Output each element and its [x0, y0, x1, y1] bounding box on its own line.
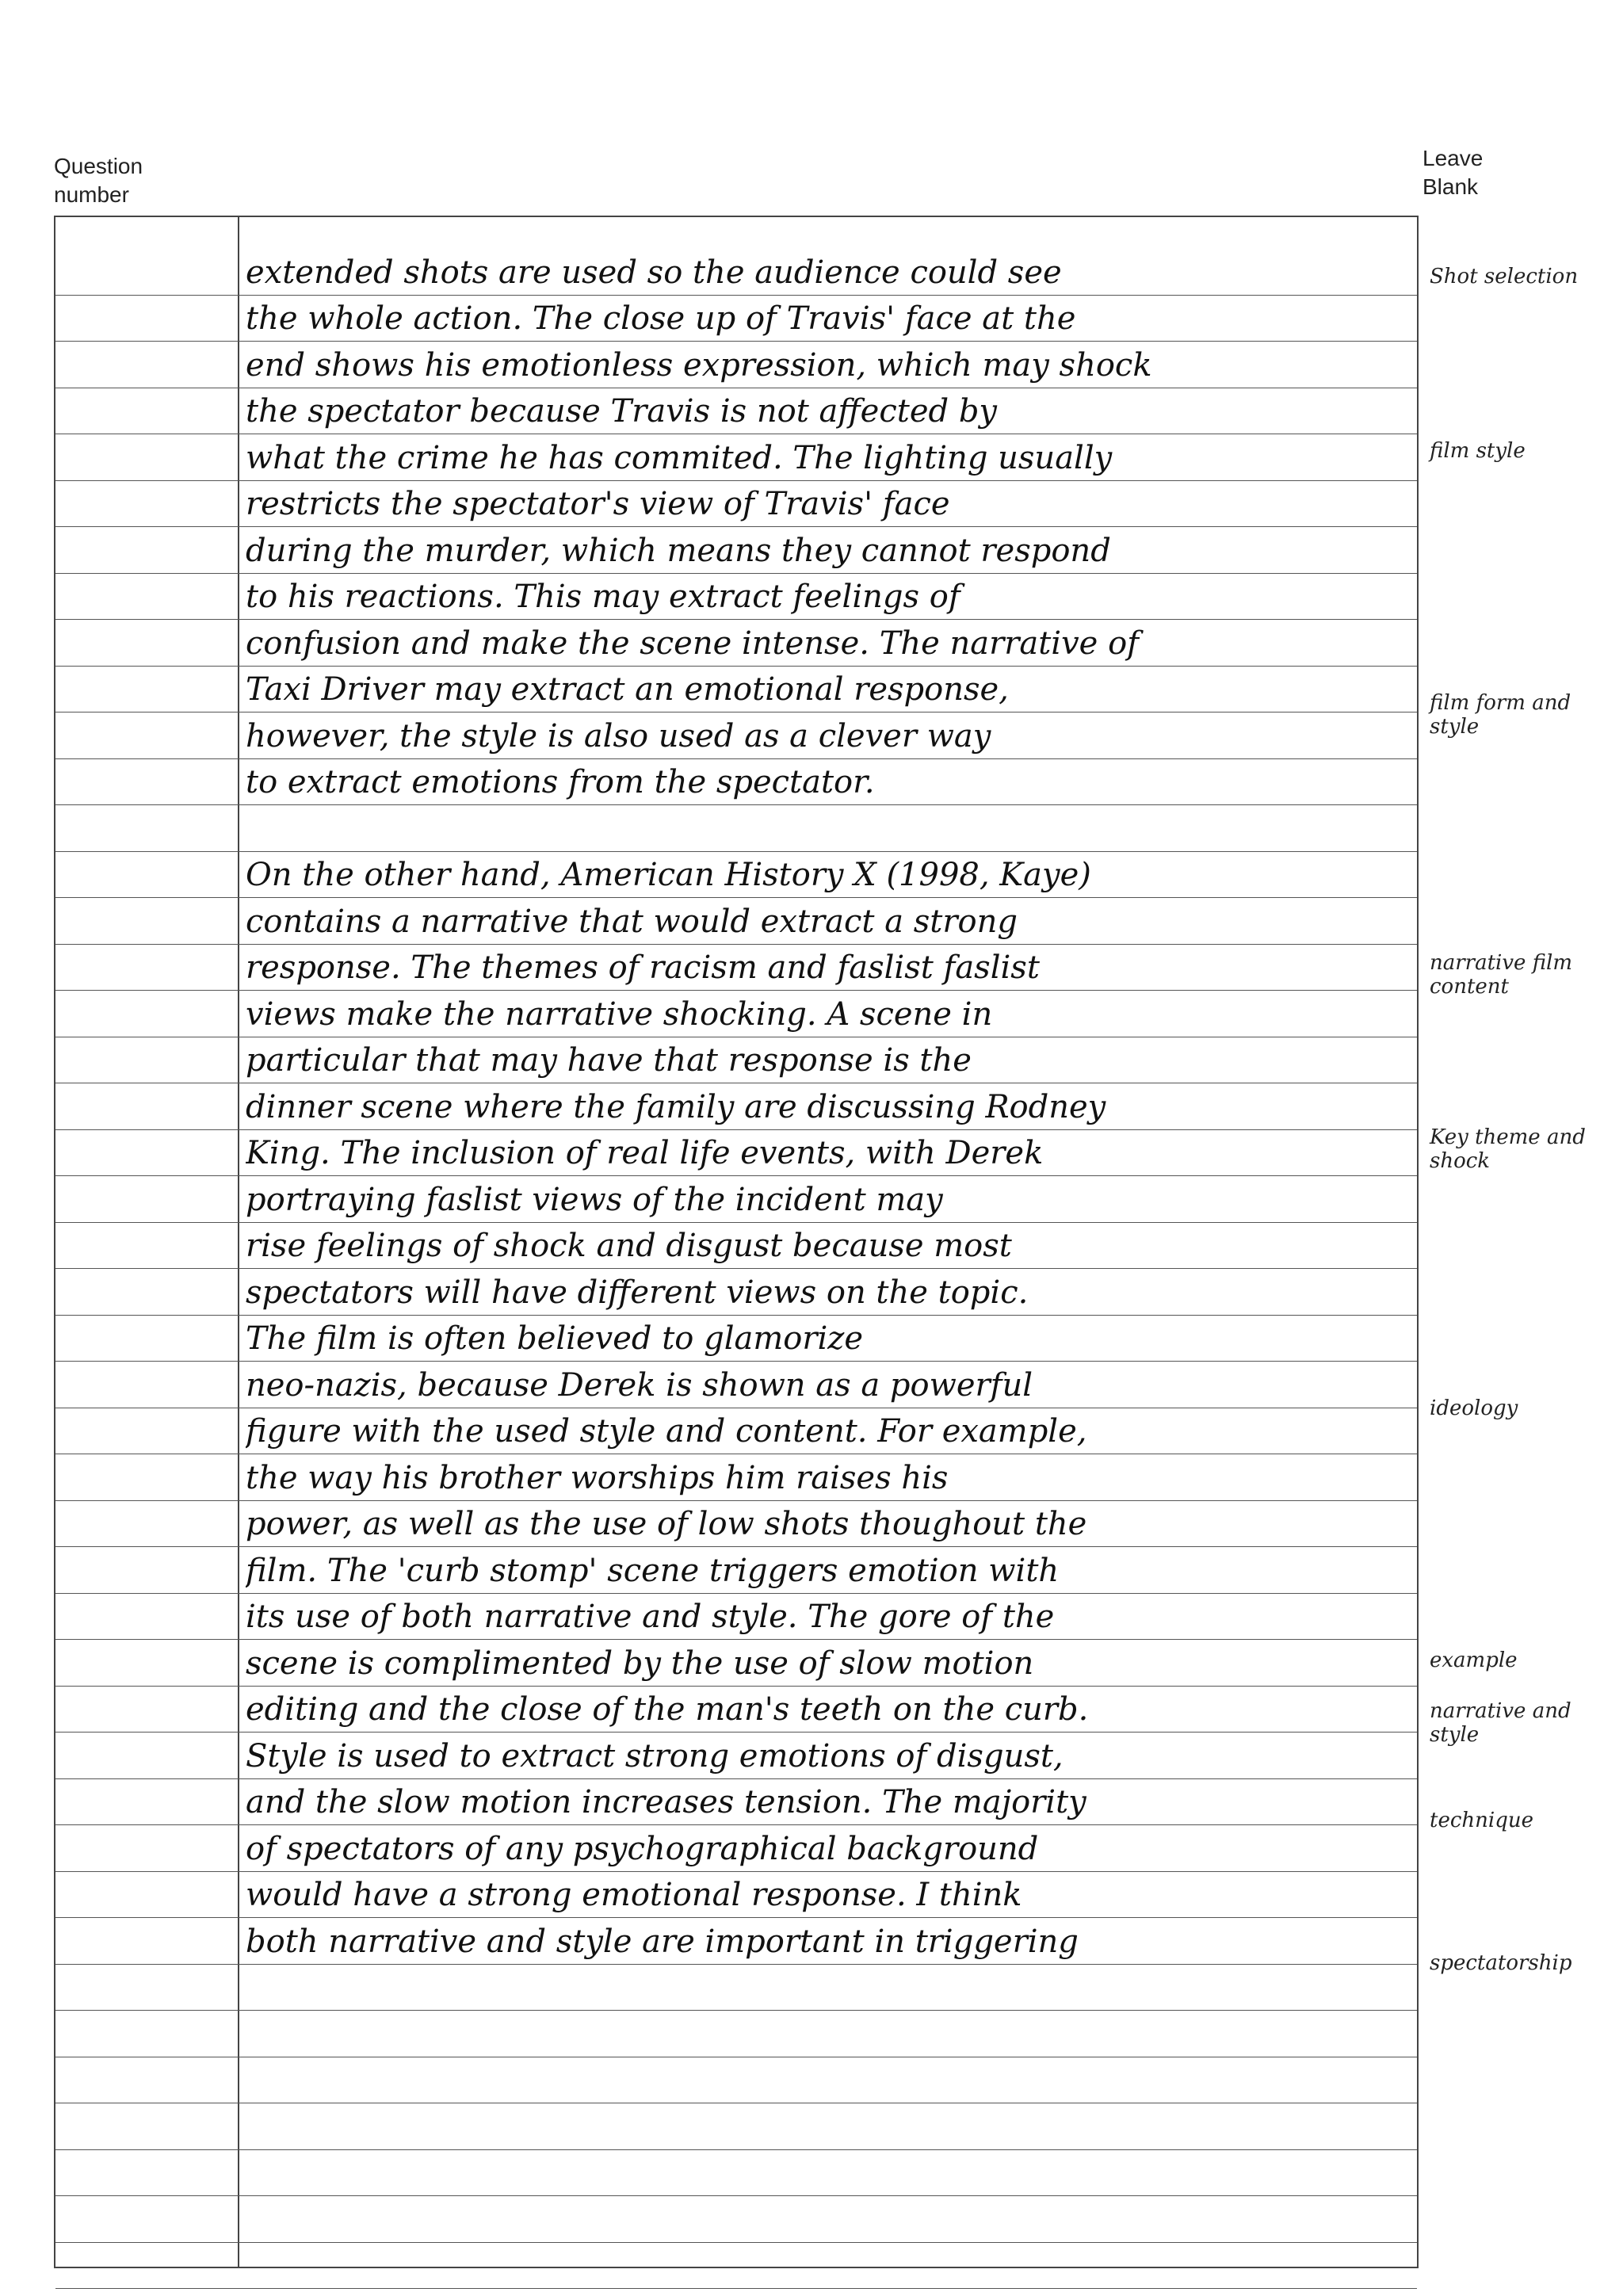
ruled-line	[55, 1594, 1417, 1641]
handwritten-line: the spectator because Travis is not affected by	[246, 393, 998, 430]
handwritten-line: editing and the close of the man's teeth on the curb.	[246, 1691, 1089, 1728]
margin-note: Shot selection	[1430, 265, 1579, 288]
ruled-line	[55, 2150, 1417, 2197]
handwritten-line: particular that may have that response is the	[246, 1042, 972, 1079]
margin-note: film form and style	[1430, 691, 1571, 739]
ruled-line	[55, 574, 1417, 621]
ruled-line	[55, 434, 1417, 481]
ruled-line	[55, 1687, 1417, 1733]
ruled-line	[55, 620, 1417, 667]
handwritten-line: Taxi Driver may extract an emotional response,	[246, 671, 1009, 708]
margin-note: Key theme and shock	[1430, 1125, 1586, 1173]
ruled-line	[55, 1362, 1417, 1408]
ruled-line	[55, 991, 1417, 1037]
ruled-line	[55, 667, 1417, 713]
ruled-line	[55, 388, 1417, 435]
handwritten-line: rise feelings of shock and disgust because most	[246, 1228, 1012, 1264]
handwritten-line: contains a narrative that would extract a strong	[246, 903, 1018, 940]
ruled-line	[55, 1965, 1417, 2011]
handwritten-line: confusion and make the scene intense. The narrative of	[246, 625, 1139, 662]
handwritten-line: to extract emotions from the spectator.	[246, 764, 875, 800]
handwritten-line: views make the narrative shocking. A scene in	[246, 995, 993, 1033]
handwritten-line: its use of both narrative and style. The gore of the	[246, 1599, 1055, 1635]
ruled-line	[55, 1872, 1417, 1919]
ruled-line	[55, 1130, 1417, 1177]
handwritten-line: what the crime he has commited. The lighting usually	[246, 439, 1113, 476]
ruled-line	[55, 2196, 1417, 2243]
ruled-line	[55, 1825, 1417, 1872]
margin-note: narrative film content	[1430, 951, 1573, 999]
handwritten-line: spectators will have different views on the topic.	[246, 1274, 1029, 1311]
handwritten-line: figure with the used style and content. For example,	[246, 1413, 1087, 1450]
ruled-line	[55, 2057, 1417, 2104]
handwritten-line: On the other hand, American History X (1998, Kaye)	[246, 857, 1091, 893]
ruled-line	[55, 1269, 1417, 1316]
margin-note: example	[1430, 1648, 1518, 1672]
ruled-line	[55, 1083, 1417, 1130]
ruled-line	[55, 1501, 1417, 1548]
margin-note: narrative and style	[1430, 1699, 1571, 1747]
ruled-line	[55, 1640, 1417, 1687]
ruled-line	[55, 2103, 1417, 2150]
handwritten-line: Style is used to extract strong emotions of disgust,	[246, 1737, 1064, 1775]
ruled-line	[55, 296, 1417, 342]
answer-sheet	[54, 216, 1419, 2268]
handwritten-line: however, the style is also used as a clever way	[246, 717, 991, 755]
ruled-line	[55, 2243, 1417, 2290]
handwritten-line: extended shots are used so the audience could see	[246, 254, 1062, 291]
ruled-line	[55, 481, 1417, 528]
handwritten-line: portraying faslist views of the incident may	[246, 1181, 943, 1218]
handwritten-line: The film is often believed to glamorize	[246, 1320, 864, 1357]
handwritten-line: the way his brother worships him raises his	[246, 1459, 949, 1496]
handwritten-line: during the murder, which means they cannot respond	[246, 532, 1111, 569]
ruled-line	[55, 1176, 1417, 1223]
handwritten-line: power, as well as the use of low shots thoughout the	[246, 1506, 1087, 1542]
ruled-line	[55, 249, 1417, 296]
ruled-line	[55, 759, 1417, 806]
margin-note: ideology	[1430, 1396, 1518, 1420]
handwritten-line: both narrative and style are important in triggering	[246, 1923, 1079, 1960]
ruled-line	[55, 1779, 1417, 1826]
ruled-line	[55, 1408, 1417, 1455]
handwritten-line: scene is complimented by the use of slow motion	[246, 1645, 1034, 1682]
handwritten-line: neo-nazis, because Derek is shown as a powerful	[246, 1366, 1033, 1404]
handwritten-line: response. The themes of racism and faslist faslist	[246, 949, 1040, 986]
margin-note: spectatorship	[1430, 1951, 1572, 1975]
ruled-line	[55, 1547, 1417, 1594]
ruled-line	[55, 898, 1417, 945]
ruled-line	[55, 1918, 1417, 1965]
handwritten-line: and the slow motion increases tension. The majority	[246, 1784, 1086, 1820]
examiner-margin	[1419, 216, 1623, 2268]
ruled-line	[55, 1223, 1417, 1270]
handwritten-line: to his reactions. This may extract feelings of	[246, 579, 960, 615]
leave-blank-header: Leave Blank	[1423, 146, 1484, 199]
ruled-line	[55, 527, 1417, 574]
handwritten-line: dinner scene where the family are discussing Rodney	[246, 1088, 1106, 1125]
ruled-line	[55, 712, 1417, 759]
handwritten-line: of spectators of any psychographical background	[246, 1830, 1039, 1867]
margin-note: technique	[1430, 1809, 1533, 1832]
handwritten-line: the whole action. The close up of Travis' face at the	[246, 300, 1076, 337]
handwritten-line: King. The inclusion of real life events, with Derek	[246, 1135, 1044, 1171]
ruled-line	[55, 852, 1417, 899]
ruled-line	[55, 1316, 1417, 1362]
handwritten-line: film. The 'curb stomp' scene triggers emotion with	[246, 1552, 1060, 1589]
handwritten-line: end shows his emotionless expression, which may shock	[246, 346, 1152, 384]
ruled-line	[55, 1454, 1417, 1501]
question-number-header: Question number	[54, 154, 143, 207]
margin-note: film style	[1430, 439, 1526, 463]
ruled-line	[55, 2011, 1417, 2057]
handwritten-line: restricts the spectator's view of Travis' face	[246, 486, 950, 522]
ruled-line	[55, 945, 1417, 991]
ruled-line	[55, 1037, 1417, 1084]
ruled-line	[55, 1733, 1417, 1779]
handwritten-line: would have a strong emotional response. I think	[246, 1877, 1022, 1913]
ruled-line	[55, 805, 1417, 852]
ruled-line	[55, 342, 1417, 388]
